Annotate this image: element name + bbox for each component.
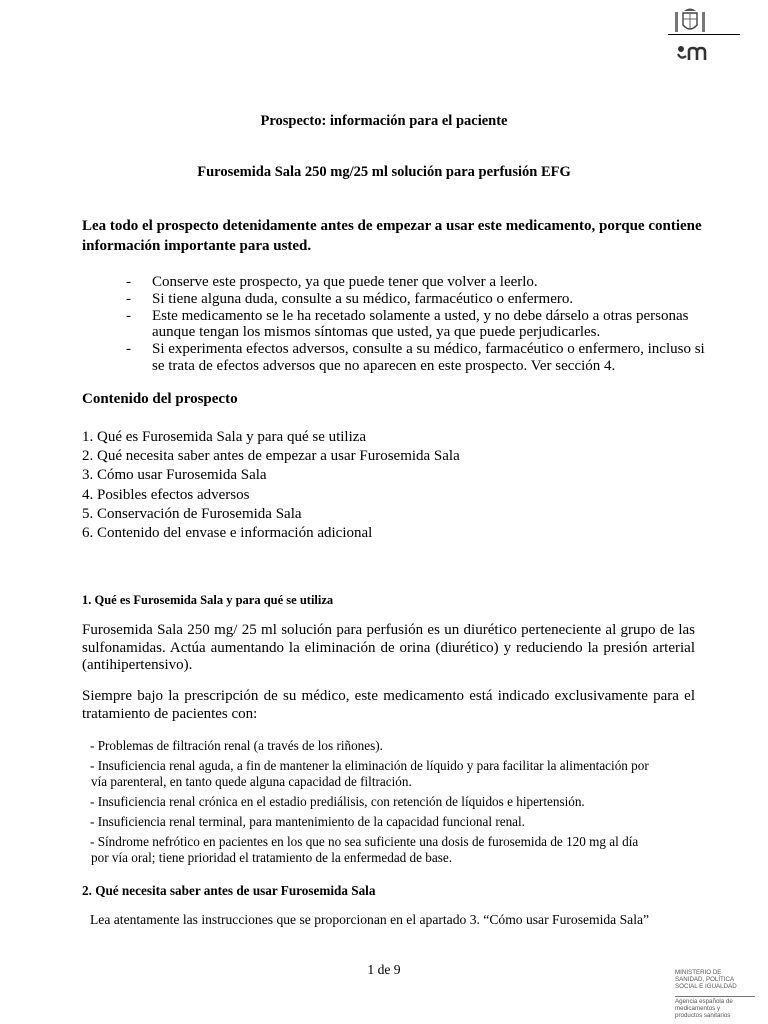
section-1-paragraph-2: Siempre bajo la prescripción de su médico, este medicamento está indicado exclusivamente para el tratamiento de pacientes con: xyxy=(82,688,695,722)
product-name: Furosemida Sala 250 mg/25 ml solución para perfusión EFG xyxy=(197,164,571,180)
toc-item: 1. Qué es Furosemida Sala y para qué se utiliza xyxy=(82,429,367,445)
toc-item: 6. Contenido del envase e información adicional xyxy=(82,525,373,542)
toc-item: 3. Cómo usar Furosemida Sala xyxy=(82,467,267,484)
advice-text: Conserve este prospecto, ya que puede tener que volver a leerlo. xyxy=(152,274,538,290)
agency-label xyxy=(675,996,755,1019)
agency-line: productos sanitarios xyxy=(675,1011,731,1019)
ministry-line: SANIDAD, POLÍTICA xyxy=(675,975,735,983)
advice-text: Si experimenta efectos adversos, consulte a su médico, farmacéutico o enfermero, incluso si se trata de efectos adversos que no aparecen en este prospecto. Ver sección 4. xyxy=(152,341,705,374)
lead-warning: Lea todo el prospecto detenidamente antes de empezar a usar este medicamento, porque contiene información importante para usted. xyxy=(82,218,702,254)
agency-line: medicamentos y xyxy=(675,1004,721,1012)
indication-continuation: vía parenteral, en tanto quede alguna capacidad de filtración. xyxy=(91,774,412,790)
indication-text: - Insuficiencia renal crónica en el estadio prediálisis, con retención de líquidos e hipertensión. xyxy=(90,794,585,810)
indication-text: - Problemas de filtración renal (a través de los riñones). xyxy=(90,738,383,753)
spanish-coat-of-arms-icon xyxy=(672,6,708,36)
document-title: Prospecto: información para el paciente xyxy=(260,113,508,129)
list-item xyxy=(90,834,704,867)
advice-text: Este medicamento se le ha recetado solamente a usted, y no debe dárselo a otras personas aunque tengan los mismos síntomas que usted, ya que puede perjudicarles. xyxy=(152,307,689,341)
list-item: - Conserve este prospecto, ya que puede tener que volver a leerlo. xyxy=(126,274,538,290)
ministry-line: MINISTERIO DE xyxy=(675,969,722,976)
toc-item: 2. Qué necesita saber antes de empezar a usar Furosemida Sala xyxy=(82,448,460,465)
indication-text: - Insuficiencia renal aguda, a fin de mantener la eliminación de líquido y para facilitar la alimentación por xyxy=(90,757,649,773)
section-2-heading: 2. Qué necesita saber antes de usar Furosemida Sala xyxy=(82,883,376,898)
header-rule xyxy=(668,34,740,35)
toc-item: 5. Conservación de Furosemida Sala xyxy=(82,505,302,522)
aemps-logo-icon xyxy=(676,44,716,62)
page-number: 1 de 9 xyxy=(367,962,401,977)
toc-item: 4. Posibles efectos adversos xyxy=(82,486,250,503)
indication-text: - Síndrome nefrótico en pacientes en los que no sea suficiente una dosis de furosemida de 120 mg al día xyxy=(90,833,639,849)
list-item xyxy=(90,758,704,791)
ministry-line: SOCIAL E IGUALDAD xyxy=(675,982,737,990)
ministry-label xyxy=(675,970,755,990)
list-item xyxy=(90,738,704,755)
section-1-heading: 1. Qué es Furosemida Sala y para qué se utiliza xyxy=(82,593,334,607)
list-item xyxy=(90,814,704,831)
indication-text: - Insuficiencia renal terminal, para mantenimiento de la capacidad funcional renal. xyxy=(90,813,525,829)
advice-list xyxy=(126,274,706,375)
agency-line: Agencia española de xyxy=(675,998,733,1005)
list-item xyxy=(90,794,704,811)
advice-text: Si tiene alguna duda, consulte a su médico, farmacéutico o enfermero. xyxy=(152,290,574,307)
list-item: - Si tiene alguna duda, consulte a su médico, farmacéutico o enfermero. xyxy=(126,290,574,307)
section-1-paragraph-1: Furosemida Sala 250 mg/ 25 ml solución para perfusión es un diurético perteneciente al grupo de las sulfonamidas. Actúa aumentando la eliminación de orina (diurético) y reduciendo la presión arterial (antihipertensivo). xyxy=(82,622,695,674)
list-item: - Si experimenta efectos adversos, consulte a su médico, farmacéutico o enfermero, incluso si se trata de efectos adversos que no aparecen en este prospecto. Ver sección 4. xyxy=(126,341,705,374)
section-2-text: Lea atentamente las instrucciones que se proporcionan en el apartado 3. “Cómo usar Furosemida Sala” xyxy=(90,912,650,927)
contents-heading: Contenido del prospecto xyxy=(82,391,238,407)
table-of-contents xyxy=(82,428,460,543)
list-item: - Este medicamento se le ha recetado solamente a usted, y no debe dárselo a otras personas aunque tengan los mismos síntomas que usted, ya que puede perjudicarles. xyxy=(126,307,689,341)
indications-list xyxy=(90,738,704,870)
indication-continuation: por vía oral; tiene prioridad el tratamiento de la enfermedad de base. xyxy=(91,850,453,866)
